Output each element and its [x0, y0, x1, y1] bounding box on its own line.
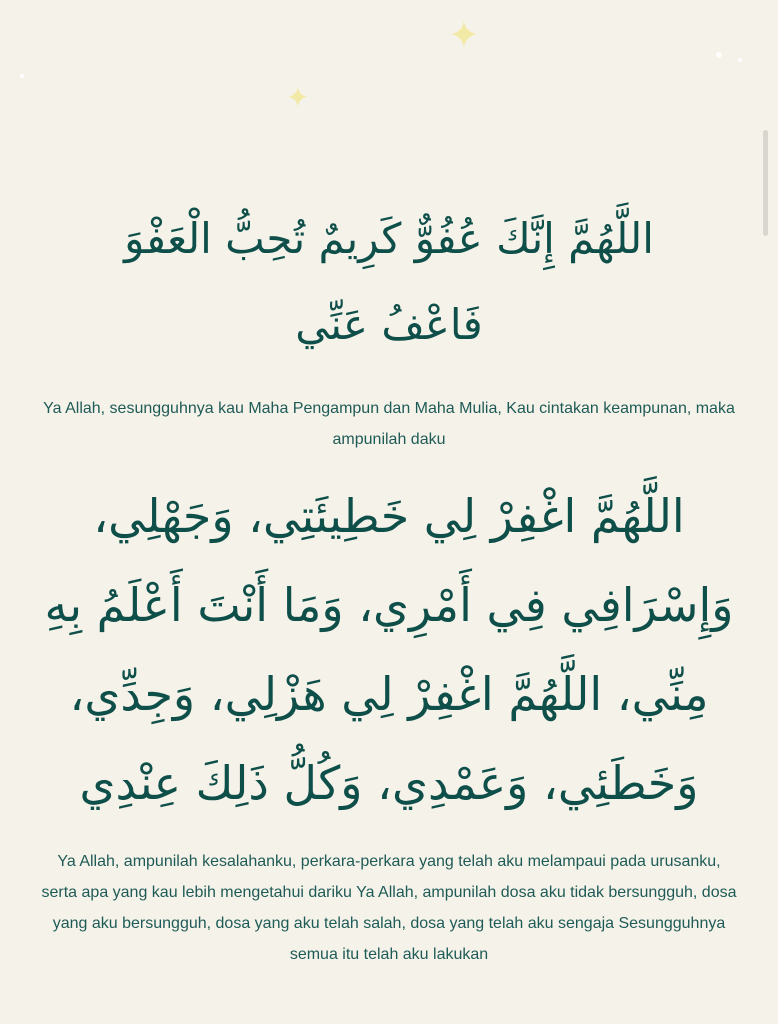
prayer-2-translation: Ya Allah, ampunilah kesalahanku, perkara-perkara yang telah aku melampaui pada urusanku, serta apa yang kau lebih mengetahui dariku Ya Allah, ampunilah dosa aku tidak bersungguh, dosa yang aku bersungguh, dosa yang aku telah salah, dosa yang telah aku sengaja Sesungguhnya semua itu telah aku lakukan	[41, 853, 737, 963]
decorative-dot	[20, 74, 24, 78]
sparkle-icon: ✦	[448, 13, 480, 57]
arabic-line: اللَّهُمَّ إِنَّكَ عُفُوٌّ كَرِيمٌ تُحِبُّ الْعَفْوَ	[124, 214, 654, 263]
prayer-2-arabic	[40, 472, 738, 828]
sparkle-icon: ✦	[286, 81, 310, 114]
arabic-line: مِنِّي، اللَّهُمَّ اغْفِرْ لِي هَزْلِي، وَجِدِّي،	[69, 667, 709, 721]
arabic-line: وَخَطَئِي، وَعَمْدِي، وَكُلُّ ذَلِكَ عِنْدِي	[79, 756, 699, 810]
prayer-1-arabic	[40, 196, 738, 368]
decorative-dot	[738, 58, 742, 62]
arabic-line: اللَّهُمَّ اغْفِرْ لِي خَطِيئَتِي، وَجَهْلِي،	[93, 489, 685, 543]
scrollbar[interactable]	[763, 130, 768, 236]
arabic-line: وَإِسْرَافِي فِي أَمْرِي، وَمَا أَنْتَ أَعْلَمُ بِهِ	[44, 578, 734, 632]
decorative-dot	[716, 52, 722, 58]
prayer-1-translation: Ya Allah, sesungguhnya kau Maha Pengampun dan Maha Mulia, Kau cintakan keampunan, maka ampunilah daku	[43, 400, 735, 448]
arabic-line: فَاعْفُ عَنِّي	[295, 300, 483, 349]
